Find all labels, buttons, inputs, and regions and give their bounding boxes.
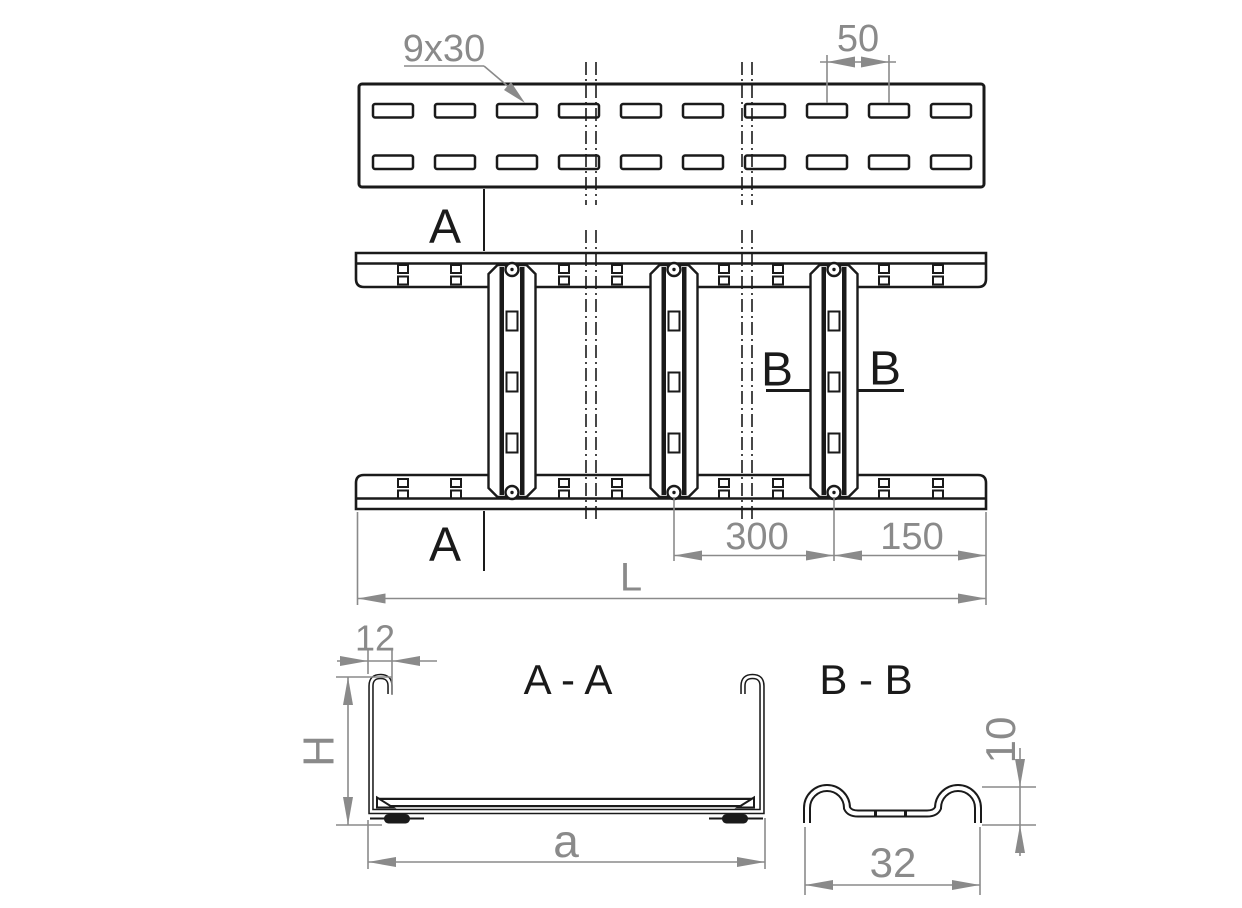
side-height-value: H: [294, 735, 344, 767]
slot-size-label: 9x30: [402, 28, 486, 71]
section-a-letter: A: [428, 200, 462, 254]
fastener-head-icon: [384, 814, 410, 824]
dimension-slot-pitch: [820, 18, 896, 103]
rung-1: [489, 263, 536, 499]
section-b-b-view: [805, 656, 1036, 895]
flange-width-value: 12: [354, 617, 396, 659]
arrow-right-icon: [958, 594, 986, 604]
dimension-inner-width: [368, 815, 765, 869]
arrow-left-icon: [358, 594, 386, 604]
slot-size-callout: [403, 28, 525, 103]
arrow-left-icon: [834, 551, 862, 561]
section-mark-a-bottom: [429, 511, 484, 572]
arrow-left-icon: [674, 551, 702, 561]
section-b-letter: B: [760, 343, 794, 397]
rung-2: [651, 263, 698, 499]
dimension-rung-height: [977, 717, 1036, 856]
inner-width-value: a: [553, 815, 579, 868]
fastener-head-icon: [722, 814, 748, 824]
slot-row-bottom: [373, 156, 971, 170]
section-mark-a-top: [429, 189, 484, 254]
side-rail-outline: [359, 84, 984, 187]
section-aa-title: A - A: [523, 656, 613, 704]
arrow-right-icon: [952, 880, 980, 890]
slot-row-top: [373, 104, 971, 118]
top-view-side-rail: [359, 18, 984, 205]
arrow-up-icon: [343, 677, 353, 705]
plan-view-ladder: [356, 189, 986, 605]
rung-3: [811, 263, 858, 499]
dimension-end-spacing: [834, 512, 986, 605]
rung-width-value: 32: [869, 839, 917, 887]
overall-length-value: L: [619, 555, 643, 600]
arrow-right-icon: [958, 551, 986, 561]
end-spacing-value: 150: [880, 516, 944, 559]
profile-joint-mark: [874, 810, 877, 818]
dimension-rung-width: [805, 827, 980, 895]
section-b-letter: B: [868, 342, 902, 396]
section-bb-title: B - B: [819, 656, 913, 704]
arrow-down-icon: [343, 797, 353, 825]
rung-height-value: 10: [977, 716, 1025, 764]
rung-spacing-value: 300: [725, 516, 789, 559]
rung-profile: [807, 788, 978, 823]
profile-joint-mark: [904, 810, 907, 818]
arrow-left-icon: [368, 857, 396, 867]
section-a-letter: A: [428, 518, 462, 572]
arrow-right-icon: [737, 857, 765, 867]
arrow-left-icon: [805, 880, 833, 890]
slot-pitch-value: 50: [836, 18, 880, 61]
arrow-left-icon: [392, 656, 420, 666]
section-a-a-view: [295, 618, 765, 869]
arrow-right-icon: [806, 551, 834, 561]
arrow-up-icon: [1015, 825, 1025, 853]
